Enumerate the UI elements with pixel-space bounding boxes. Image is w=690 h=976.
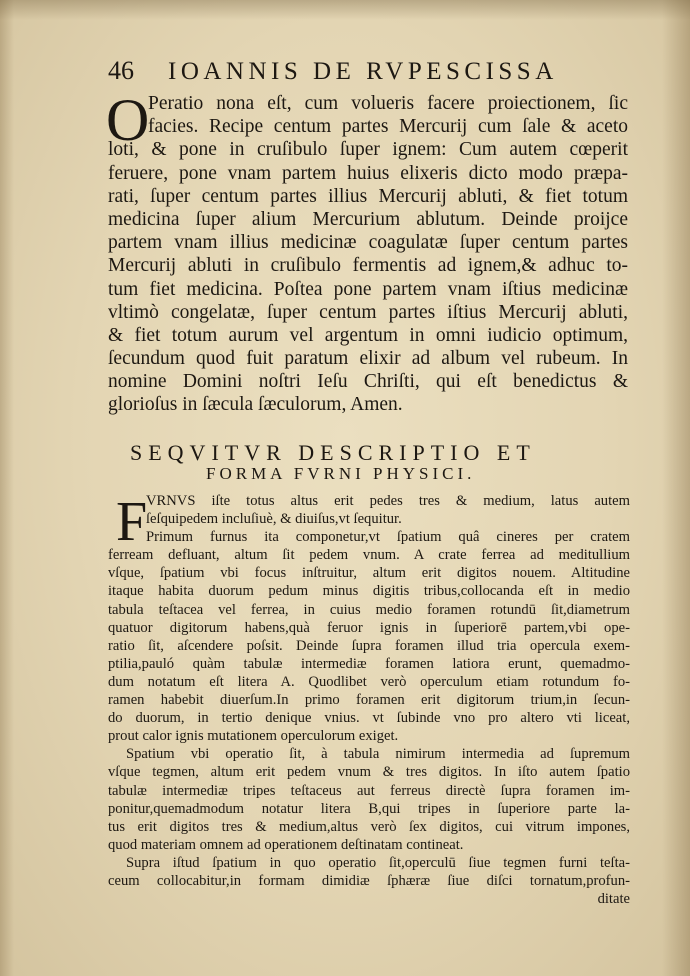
catchword: ditate <box>597 891 630 908</box>
text-line: rati, ſuper centum partes illius Mercurij abluti, & fiet totum <box>108 185 628 207</box>
text-line: Mercurij abluti in cruſibulo fermentis ad ignem,& adhuc to- <box>108 255 628 277</box>
text-line: tabula teſtacea vel ferrea, in cuius medio foramen rotundū ſit,diametrum <box>108 601 630 618</box>
text-line: Spatium vbi operatio ſit, à tabula nimirum intermedia ad ſupremum <box>126 746 630 763</box>
text-line: Primum furnus ita componetur,vt ſpatium quâ cineres per cratem <box>146 529 630 546</box>
paragraph-furnus-description <box>108 492 630 908</box>
text-line: prout calor ignis mutationem operculorum exiget. <box>108 728 399 745</box>
text-line: Supra iſtud ſpatium in quo operatio ſit,operculū ſiue tegmen furni teſta- <box>126 854 630 871</box>
page-shadow-top <box>0 0 690 20</box>
text-line: Peratio nona eſt, cum volueris facere proiectionem, ſic <box>148 93 628 114</box>
text-line: do duorum, in tertio denique vnius. vt ſubinde vno pro altero vti liceat, <box>108 710 630 727</box>
section-title: SEQVITVR DESCRIPTIO ET <box>130 440 536 465</box>
text-line: vſque tegmen, altum erit pedem vnum & tres digitos. In iſto autem ſpatio <box>108 764 630 781</box>
text-line: tabulæ intermediæ tripes teſtaceus aut ferreus directè ſupra foramen im- <box>108 782 630 799</box>
text-line: quod materiam omnem ad operationem deſtinatam contineat. <box>108 836 464 853</box>
text-line: ceum collocabitur,in formam dimidiæ ſphæræ ſiue diſci tornatum,profun- <box>108 872 630 889</box>
text-line: ptilia,pauló quàm tabulæ intermediæ foramen latiora erunt, quemadmo- <box>108 655 630 672</box>
text-line: dum notatum eſt litera A. Quodlibet verò operculum etiam rotundum fo- <box>108 673 630 690</box>
text-line: & fiet totum aurum vel argentum in omni iudicio optimum, <box>108 324 628 346</box>
drop-cap-f: F <box>116 491 148 553</box>
page-number: 46 <box>108 56 134 85</box>
page-header <box>108 56 588 92</box>
text-line: ratio ſit, aſcendere poſsit. Deinde ſupra foramen illud tria opercula exem- <box>108 637 630 654</box>
text-line: ponitur,quemadmodum notatur litera B,qui tripes in ſuperiore parte la- <box>108 800 630 817</box>
text-line: tum fiet medicina. Poſtea pone partem vnam iſtius medicinæ <box>108 278 628 300</box>
text-line: loti, & pone in cruſibulo ſuper ignem: Cum autem cœperit <box>108 139 628 161</box>
text-line: partem vnam illius medicinæ coagulatæ ſuper centum partes <box>108 232 628 254</box>
text-line: facies. Recipe centum partes Mercurij cum ſale & aceto <box>148 116 628 138</box>
text-line: VRNVS iſte totus altus erit pedes tres & medium, latus autem <box>146 493 630 509</box>
drop-cap-o: O <box>106 87 150 153</box>
text-line: itaque habita duorum pedum minus digitis tribus,collocanda eſt in medio <box>108 583 630 600</box>
text-line: medicina ſuper alium Mercurium ablutum. Deinde proijce <box>108 208 628 230</box>
page-shadow-right <box>662 0 690 976</box>
text-line: ſecundum quod fuit paratum elixir ad album vel rubeum. In <box>108 348 628 370</box>
text-line: feruere, pone vnam partem huius elixeris dicto modo præpa- <box>108 162 628 184</box>
section-subtitle: FORMA FVRNI PHYSICI. <box>206 464 476 483</box>
page-shadow-left <box>0 0 14 976</box>
text-line: quatuor digitorum habens,quà feruor ignis in ſuperiorē partem,vbi ope- <box>108 619 630 636</box>
paragraph-operatio-nona <box>106 87 628 417</box>
text-line: ferream defluant, altum ſit pedem vnum. A crate ferrea ad meditullium <box>108 547 630 564</box>
text-line: ramen habebit diuerſum.In primo foramen erit digitorum trium,in ſecun- <box>108 692 630 709</box>
text-line: ſeſquipedem incluſiuè, & diuiſus,vt ſequitur. <box>146 511 402 528</box>
text-line: vltimò congelatæ, ſuper centum partes iſtius Mercurij abluti, <box>108 301 628 323</box>
text-line: tus erit digitos tres & medium,altus verò ſex digitos, cui vitrum impones, <box>108 818 630 835</box>
running-head: IOANNIS DE RVPESCISSA <box>168 58 558 85</box>
text-line: nomine Domini noſtri Ieſu Chriſti, qui eſt benedictus & <box>108 371 628 393</box>
text-line: glorioſus in ſæcula ſæculorum, Amen. <box>108 394 403 416</box>
text-line: vſque, ſpatium vbi focus inſtruitur, altum erit digitos nouem. Altitudine <box>108 565 630 582</box>
